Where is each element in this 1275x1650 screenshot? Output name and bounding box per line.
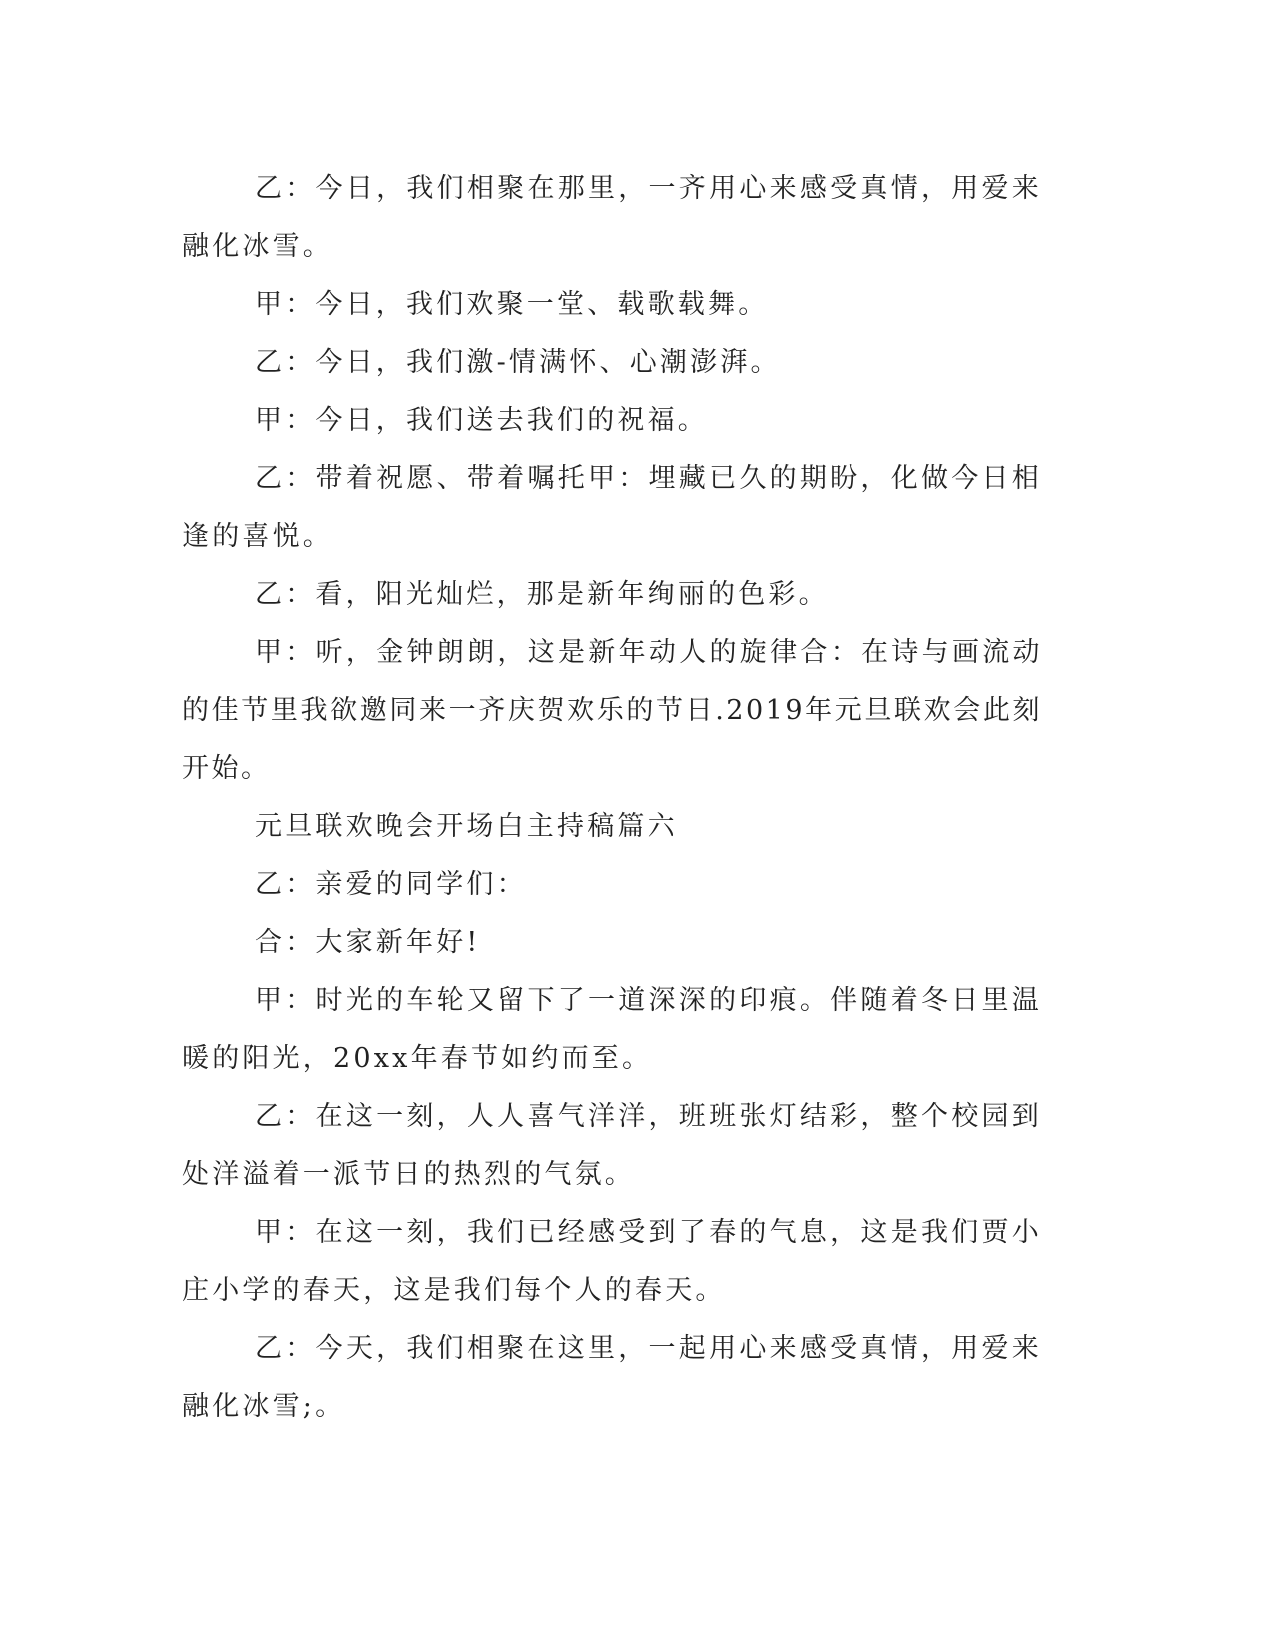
section-heading: 元旦联欢晚会开场白主持稿篇六 xyxy=(255,811,678,842)
document-body xyxy=(182,160,1042,1436)
dialogue-paragraph: 乙：今天，我们相聚在这里，一起用心来感受真情，用爱来融化冰雪;。 xyxy=(182,1333,1042,1422)
dialogue-paragraph: 甲：在这一刻，我们已经感受到了春的气息，这是我们贾小庄小学的春天，这是我们每个人的春天。 xyxy=(182,1217,1042,1306)
dialogue-paragraph: 甲：听，金钟朗朗，这是新年动人的旋律合：在诗与画流动的佳节里我欲邀同来一齐庆贺欢乐的节日.2019年元旦联欢会此刻开始。 xyxy=(182,637,1042,784)
dialogue-paragraph: 乙：亲爱的同学们： xyxy=(255,869,527,900)
dialogue-paragraph: 甲：时光的车轮又留下了一道深深的印痕。伴随着冬日里温暖的阳光，20xx年春节如约而至。 xyxy=(182,985,1042,1074)
dialogue-paragraph: 乙：看，阳光灿烂，那是新年绚丽的色彩。 xyxy=(255,579,829,610)
dialogue-paragraph: 甲：今日，我们送去我们的祝福。 xyxy=(255,405,708,436)
dialogue-paragraph: 乙：今日，我们相聚在那里，一齐用心来感受真情，用爱来融化冰雪。 xyxy=(182,173,1042,262)
dialogue-paragraph: 甲：今日，我们欢聚一堂、载歌载舞。 xyxy=(255,289,769,320)
dialogue-paragraph: 乙：今日，我们激-情满怀、心潮澎湃。 xyxy=(255,347,781,378)
dialogue-paragraph: 乙：在这一刻，人人喜气洋洋，班班张灯结彩，整个校园到处洋溢着一派节日的热烈的气氛。 xyxy=(182,1101,1042,1190)
dialogue-paragraph: 乙：带着祝愿、带着嘱托甲：埋藏已久的期盼，化做今日相逢的喜悦。 xyxy=(182,463,1042,552)
dialogue-paragraph: 合：大家新年好! xyxy=(255,927,481,958)
